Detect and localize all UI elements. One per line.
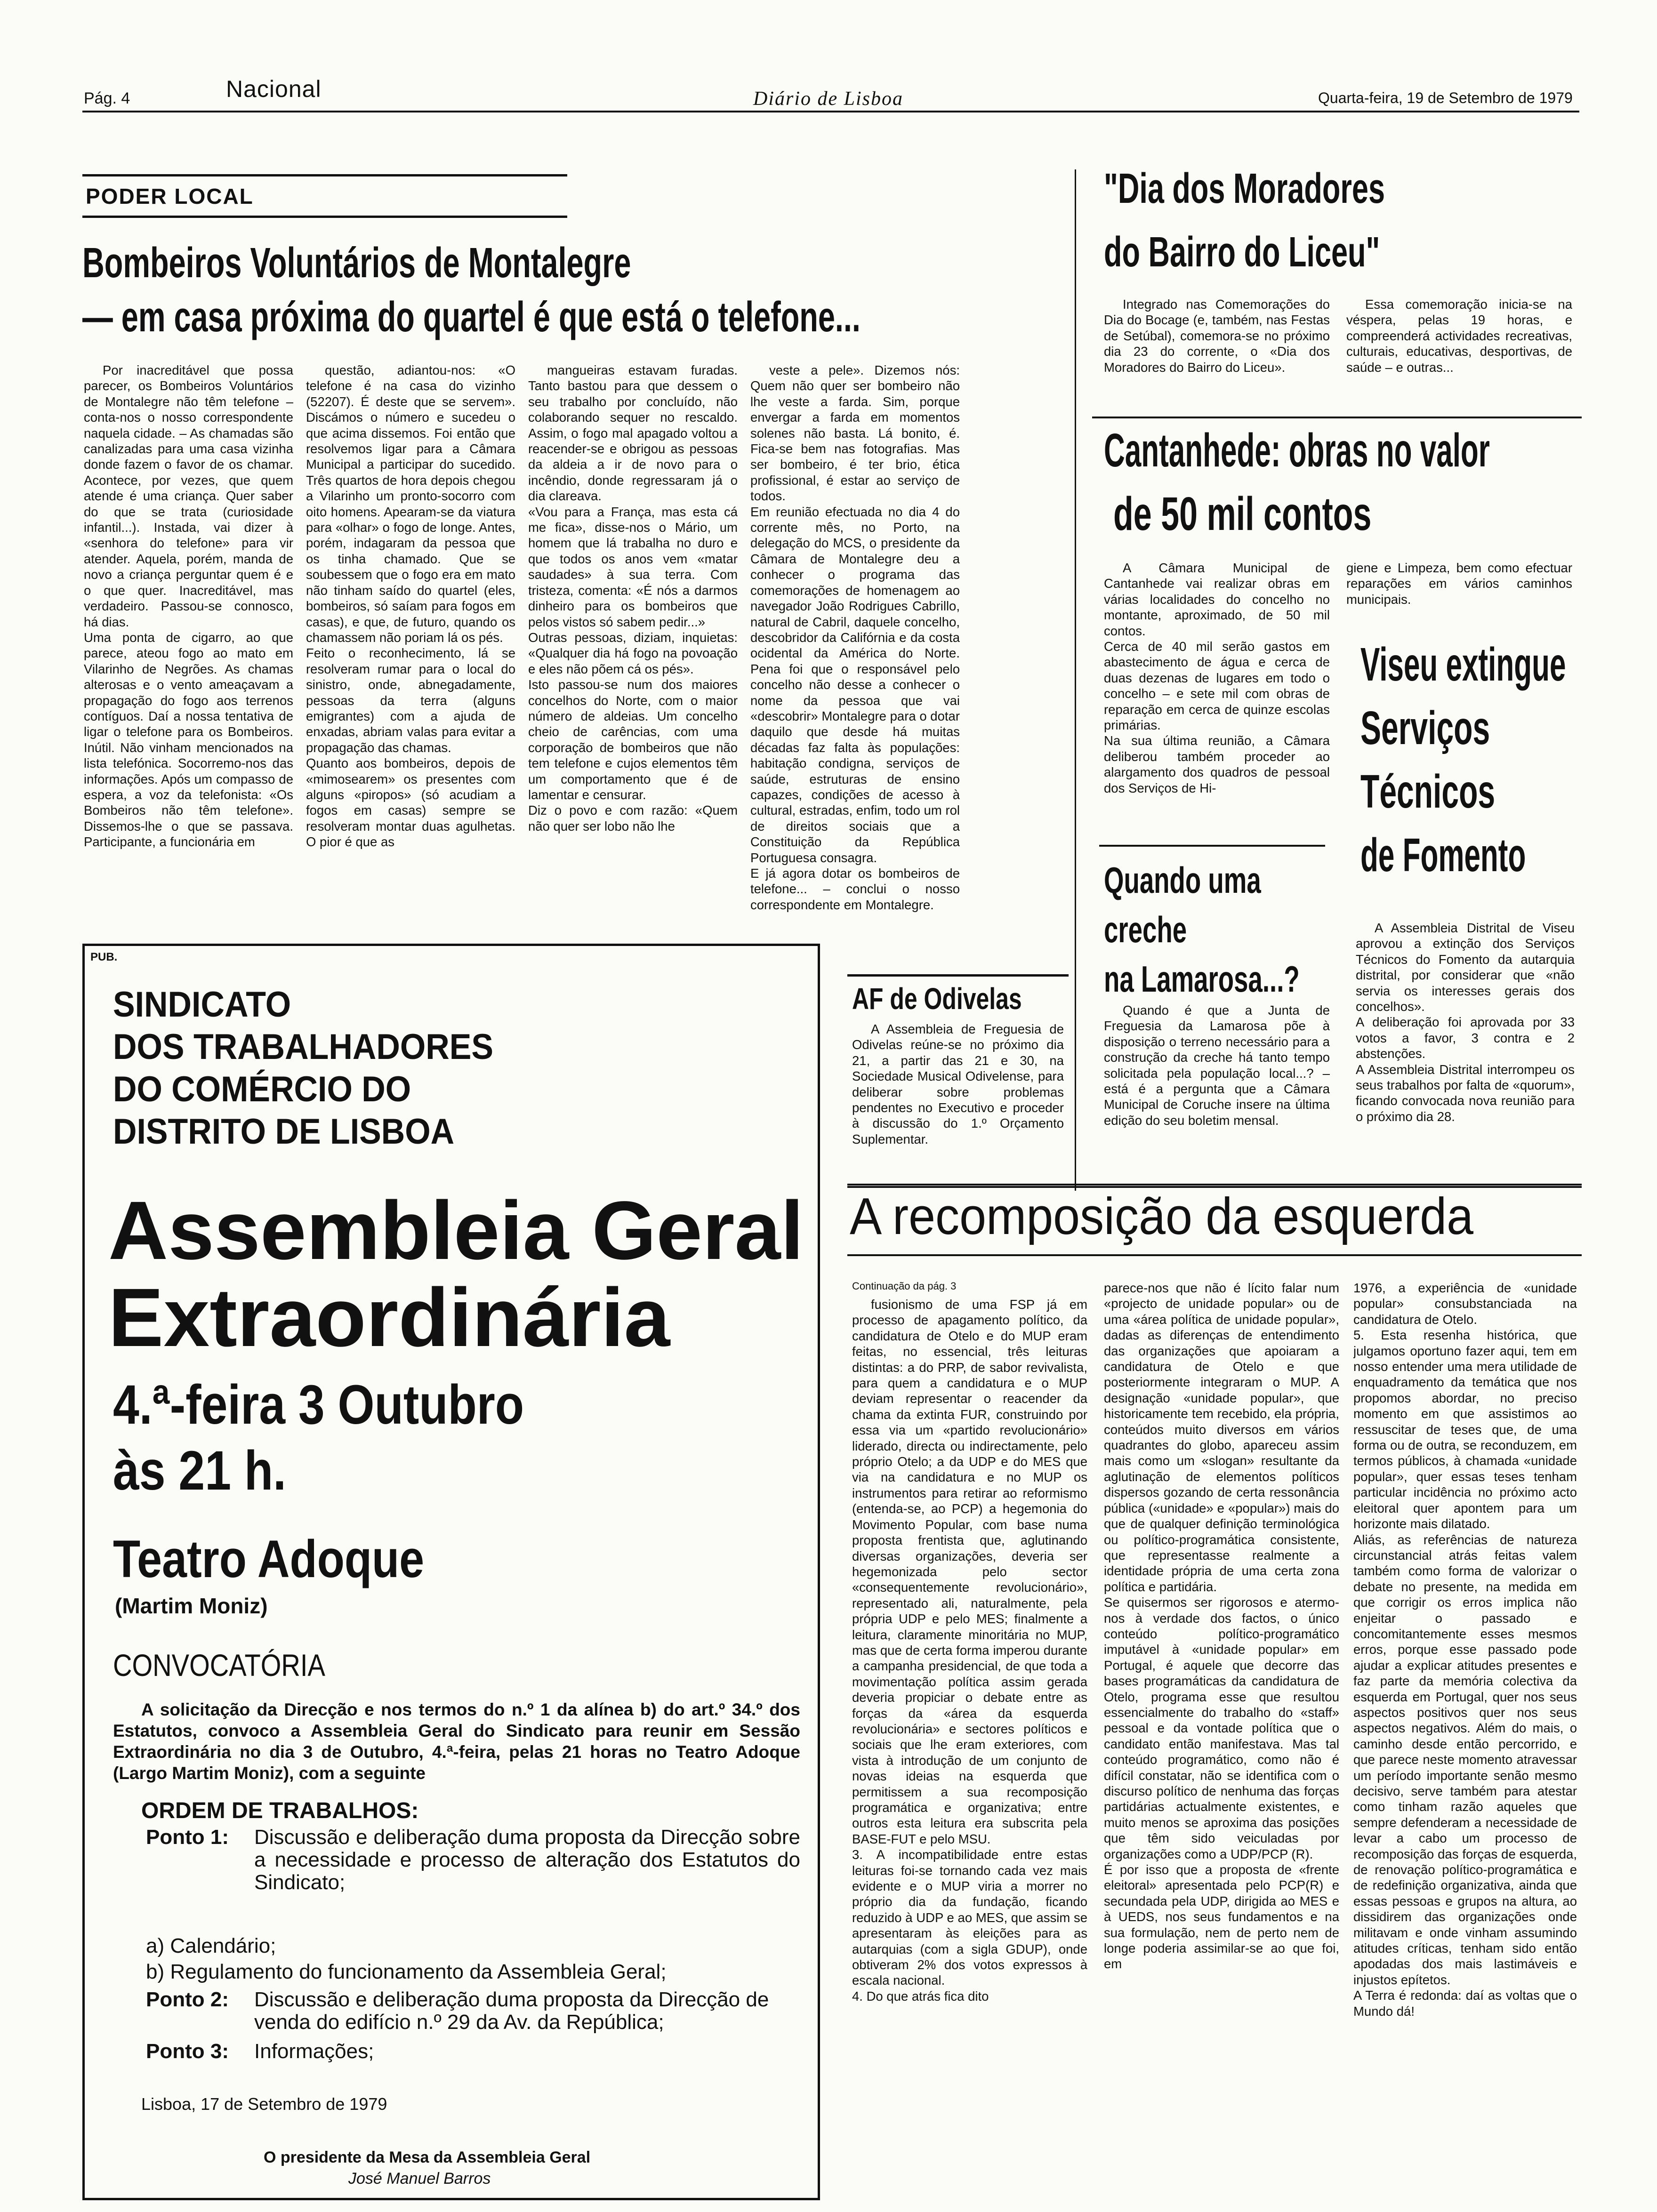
odivelas-body: A Assembleia de Freguesia de Odivelas reúne-se no próximo dia 21, a partir das 21 e 30, na Sociedade Musical Odivelense, para deliberar sobre problemas pendentes no Executivo e proceder à discussão do 1.º Orçamento Suplementar. bbox=[852, 1022, 1064, 1146]
ad-signoff: O presidente da Mesa da Assembleia Geral bbox=[264, 2148, 591, 2166]
moradores-headline-2: do Bairro do Liceu" bbox=[1104, 229, 1380, 276]
viseu-headline-3: Técnicos bbox=[1360, 765, 1496, 818]
ad-venue: Teatro Adoque bbox=[113, 1530, 425, 1588]
issue-date: Quarta-feira, 19 de Setembro de 1979 bbox=[1318, 89, 1573, 106]
moradores-col-1: Integrado nas Comemorações do Dia do Bocage (e, também, nas Festas de Setúbal), comemora-se no próximo dia 23 do corrente, o «Dia dos Moradores do Bairro do Liceu». bbox=[1104, 297, 1330, 375]
esquerda-continuation: Continuação da pág. 3 bbox=[852, 1280, 957, 1292]
ad-union-line-1: SINDICATO bbox=[113, 985, 291, 1025]
bombeiros-col-3: mangueiras estavam furadas. Tanto bastou para que dessem o seu trabalho por concluído, não colaborando sequer no rescaldo. Assim, o fogo mal apagado voltou a reacender-se e obrigou as pessoas da aldeia a ir de novo para o incêndio, donde regressaram já o dia clareava. «Vou para a França, mas esta cá me fica», disse-nos o Mário, um homem que lá trabalha no duro e que todos os anos vem «matar saudades» à sua terra. Com tristeza, comenta: «É nós a darmos dinheiro para os bombeiros que pelos vistos só sabem pedir...» Outras pessoas, diziam, inquietas: «Qualquer dia há fogo na povoação e eles não põem cá os pés». Isto passou-se num dos maiores concelhos do Norte, com o maior número de aldeias. Um concelho cheio de carências, com uma corporação de bombeiros que não tem telefone e cujos elementos têm um comportamento que é de lamentar e censurar. Diz o povo e com razão: «Quem não quer ser lobo não lhe bbox=[528, 363, 738, 834]
bombeiros-col-2: questão, adiantou-nos: «O telefone é na casa do vizinho (52207). É deste que se servem». Discámos o número e sucedeu o que acima dissemos. Foi então que resolvemos ligar para a Câmara Municipal a participar do sucedido. Três quartos de hora depois chegou a Vilarinho um pronto-socorro com oito homens. Apearam-se da viatura para «olhar» o fogo de longe. Antes, porém, indagaram da pessoa que os tinha chamado. Que se soubessem que o fogo era em mato não tinham saído do quartel (eles, bombeiros, só saíam para fogos em casas), e que, de futuro, quando os chamassem não poriam lá os pés. Feito o reconhecimento, lá se resolveram rumar para o local do sinistro, onde, abnegadamente, pessoas da terra (alguns emigrantes) com a ajuda de enxadas, abriam valas para evitar a propagação das chamas. Quanto aos bombeiros, depois de «mimosearem» os presentes com alguns «piropos» (só acudiam a fogos em casas) sempre se resolveram montar duas agulhetas. O pior é que as bbox=[306, 363, 515, 850]
viseu-headline-4: de Fomento bbox=[1360, 829, 1526, 882]
bombeiros-col-4: veste a pele». Dizemos nós: Quem não quer ser bombeiro não lhe veste a farda. Sim, porque envergar a farda em momentos solenes não basta. Lá bonito, é. Fica-se bem nas fotografias. Mas ser bombeiro, é ter brio, ética profissional, é estar ao serviço de todos. Em reunião efectuada no dia 4 do corrente mês, no Porto, na delegação do MCS, o presidente da Câmara de Montalegre deu a conhecer o programa das comemorações de homenagem ao navegador João Rodrigues Cabrillo, natural de Cabril, daquele concelho, descobridor da Califórnia e da costa ocidental da América do Norte. Pena foi que o responsável pelo concelho não desse a conhecer o nome da pessoa que vai «descobrir» Montalegre para o dotar daquilo que desde há muitas décadas faz falta às populações: habitação condigna, serviços de saúde, estruturas de ensino capazes, condições de acesso à cultural, estradas, enfim, todo um rol de direitos sociais que a Constituição da República Portuguesa consagra. E já agora dotar os bombeiros de telefone... – conclui o nosso correspondente em Montalegre. bbox=[750, 363, 960, 912]
ad-ordem: ORDEM DE TRABALHOS: bbox=[141, 1798, 419, 1823]
ad-ponto-2-label: Ponto 2: bbox=[146, 1988, 229, 2011]
ad-tag: PUB. bbox=[90, 951, 118, 963]
ad-union-line-4: DISTRITO DE LISBOA bbox=[113, 1112, 455, 1152]
creche-headline-2: creche bbox=[1104, 909, 1187, 950]
section-kicker: PODER LOCAL bbox=[86, 184, 254, 208]
page-number: Pág. 4 bbox=[84, 89, 130, 107]
esquerda-headline: A recomposição da esquerda bbox=[850, 1187, 1474, 1245]
viseu-headline-1: Viseu extingue bbox=[1360, 638, 1566, 691]
ad-item-a: a) Calendário; bbox=[146, 1934, 276, 1957]
esquerda-headline-rule bbox=[847, 1254, 1582, 1256]
ad-union-line-2: DOS TRABALHADORES bbox=[113, 1027, 493, 1067]
ad-ponto-3 bbox=[146, 2040, 800, 2063]
cantanhede-headline-2: de 50 mil contos bbox=[1113, 488, 1372, 540]
odivelas-headline: AF de Odivelas bbox=[852, 982, 1022, 1016]
moradores-headline-1: "Dia dos Moradores bbox=[1104, 165, 1385, 212]
ad-venue-sub: (Martim Moniz) bbox=[115, 1594, 268, 1618]
ad-date-2: às 21 h. bbox=[113, 1440, 286, 1502]
bombeiros-headline-2: — em casa próxima do quartel é que está o telefone... bbox=[82, 294, 861, 341]
viseu-body: A Assembleia Distrital de Viseu aprovou a extinção dos Serviços Técnicos do Fomento da autarquia distrital, por considerar que «não servia os interesses gerais dos concelhos». A deliberação foi aprovada por 33 votos a favor, 3 contra e 2 abstenções. A Assembleia Distrital interrompeu os seus trabalhos por falta de «quorum», ficando convocada nova reunião para o próximo dia 28. bbox=[1356, 921, 1575, 1124]
column-rule-right bbox=[1075, 169, 1076, 1191]
moradores-bottom-rule bbox=[1092, 417, 1582, 418]
esquerda-top-rule bbox=[847, 1184, 1582, 1186]
esquerda-col-2: parece-nos que não é lícito falar num «projecto de unidade popular» ou de uma «área política de unidade popular», dadas as diferenças de entendimento das organizações que apoiaram a candidatura de Otelo e que posteriormente integraram o MUP. A designação «unidade popular», que historicamente tem recebido, ela própria, conteúdos muito diversos em vários quadrantes do globo, apareceu assim mais como um «slogan» resultante da aglutinação de elementos políticos dispersos gozando de certa ressonância pública («unidade» e «popular») mais do que de qualquer definição terminológica ou político-programática consistente, que representasse realmente a identidade própria de uma certa zona política e partidária. Se quisermos ser rigorosos e atermo-nos à verdade dos factos, o único conteúdo político-programático imputável à «unidade popular» em Portugal, é aquele que decorre das bases programáticas da candidatura de Otelo, programa esse que resultou essencialmente do trabalho do «staff» pessoal e da vontade política que o candidato então manifestava. Mas tal conteúdo programático, como não é difícil constatar, não se identifica com o discurso político de nenhuma das forças partidárias actualmente existentes, e muito menos se aproxima das posições que têm sido veiculadas por organizações como a UDP/PCP (R). É por isso que a proposta de «frente eleitoral» apresentada pelo PCP(R) e secundada pela UDP, dirigida ao MES e à UEDS, nos seus fundamentos e na sua formulação, nem de perto nem de longe poderia assimilar-se ao que foi, em bbox=[1104, 1281, 1339, 1972]
creche-top-rule bbox=[1099, 845, 1325, 847]
esquerda-col-3: 1976, a experiência de «unidade popular» consubstanciada na candidatura de Otelo. 5. Esta resenha histórica, que julgamos oportuno fazer aqui, tem em nosso entender uma mera utilidade de enquadramento da temática que nos propomos abordar, no preciso momento em que assistimos ao ressuscitar de teses que, de uma forma ou de outra, se reconduzem, em termos públicos, à chamada «unidade popular», quer essas teses tenham particular incidência no próximo acto eleitoral quer apontem para um horizonte mais dilatado. Aliás, as referências de natureza circunstancial atrás feitas valem também como forma de valorizar o debate no presente, na medida em que corrigir os erros implica não enjeitar o passado e concomitantemente esses mesmos erros, porque esse passado pode ajudar a explicar atitudes presentes e faz parte da memória colectiva da esquerda em Portugal, quer nos seus aspectos positivos quer nos seus aspectos negativos. Além do mais, o caminho desde então percorrido, e que parece neste momento atravessar um período importante senão mesmo decisivo, serve também para atestar como tinham razão aqueles que sempre defenderam a necessidade de levar a cabo um processo de recomposição das forças de esquerda, de renovação político-programática e de redefinição organizativa, ainda que essas pessoas e grupos na altura, ao dissidirem das organizações onde militavam e onde vinham assumindo atitudes críticas, tenham sido então apodadas dos mais lastimáveis e injustos epítetos. A Terra é redonda: daí as voltas que o Mundo dá! bbox=[1353, 1281, 1577, 2019]
ad-ponto-3-label: Ponto 3: bbox=[146, 2040, 229, 2063]
ad-ponto-1-text: Discussão e deliberação duma proposta da Direcção sobre a necessidade e processo de alteração dos Estatutos do Sindicato; bbox=[254, 1826, 800, 1894]
bombeiros-col-1: Por inacreditável que possa parecer, os Bombeiros Voluntários de Montalegre não têm telefone – conta-nos o nosso correspondente naquela cidade. – As chamadas são canalizadas para uma casa vizinha donde fazem o favor de os chamar. Acontece, por vezes, que quem atende é uma criança. Quer saber do que se trata (curiosidade infantil...). Instada, vai dizer à «senhora do telefone» para vir atender. Aquela, porém, manda de novo a criança perguntar quem é e o que quer. Inacreditável, mas verdadeiro. Passou-se connosco, há dias. Uma ponta de cigarro, ao que parece, ateou fogo ao mato em Vilarinho de Negrões. As chamas alterosas e o vento ameaçavam a propagação do fogo aos terrenos contíguos. Daí a nossa tentativa de ligar o telefone para os Bombeiros. Inútil. Não vinham mencionados na lista telefónica. Socorremo-nos das informações. Após um compasso de espera, a voz da telefonista: «Os Bombeiros não têm telefone». Dissemos-lhe o que se passava. Participante, a funcionária em bbox=[84, 363, 293, 850]
ad-ponto-1 bbox=[146, 1826, 800, 1894]
ad-intro: A solicitação da Direcção e nos termos do n.º 1 da alínea b) do art.º 34.º dos Estatutos, convoco a Assembleia Geral do Sindicato para reunir em Sessão Extraordinária no dia 3 de Outubro, 4.ª-feira, pelas 21 horas no Teatro Adoque (Largo Martim Moniz), com a seguinte bbox=[113, 1700, 800, 1783]
viseu-headline-2: Serviços bbox=[1360, 702, 1490, 754]
ad-ponto-3-text: Informações; bbox=[254, 2040, 374, 2063]
bombeiros-headline-1: Bombeiros Voluntários de Montalegre bbox=[82, 240, 631, 287]
creche-body: Quando é que a Junta de Freguesia da Lamarosa põe à disposição o terreno necessário para a construção da creche há tanto tempo solicitada pela população local...? – está é a pergunta que a Câmara Municipal de Coruche insere na última edição do seu boletim mensal. bbox=[1104, 1003, 1330, 1128]
ad-date-1: 4.ª-feira 3 Outubro bbox=[113, 1374, 524, 1436]
ad-title-1: Assembleia Geral bbox=[108, 1185, 804, 1277]
odivelas-top-rule bbox=[847, 974, 1069, 977]
ad-union-line-3: DO COMÉRCIO DO bbox=[113, 1069, 411, 1109]
header-rule bbox=[82, 111, 1579, 112]
esquerda-col-1: fusionismo de uma FSP já em processo de apagamento político, da candidatura de Otelo e do MUP eram feitas, no essencial, três leituras distintas: a do PRP, de sabor revivalista, para quem a candidatura e o MUP deviam representar o reacender da chama da extinta FUR, construindo por essa via um «partido revolucionário» liderado, directa ou indirectamente, pelo próprio Otelo; a da UDP e do MES que via na candidatura e no MUP os instrumentos para retirar ao reformismo (entenda-se, ao PCP) a hegemonia do Movimento Popular, com base numa proposta frentista que, aglutinando diversas organizações, deveria ser hegemonizada pelo sector «consequentemente revolucionário», representado ali, naturalmente, pela própria UDP e pelo MES; finalmente a leitura, claramente minoritária no MUP, mas que de certa forma imperou durante a campanha presidencial, de que toda a movimentação política assim gerada deveria propiciar o debate entre as forças da «área da esquerda revolucionária» e sectores políticos e sociais que lhe eram exteriores, com vista à introdução de um conjunto de novas ideias na esquerda que permitissem a sua recomposição programática e organizativa; entre outros esta leitura era subscrita pela BASE-FUT e pelo MSU. 3. A incompatibilidade entre estas leituras foi-se tornando cada vez mais evidente e o MUP viria a morrer no próprio dia da fundação, ficando reduzido à UDP e ao MES, que assim se apresentaram às eleições para as autarquias (com a sigla GDUP), onde obtiveram 2% dos votos expressos à escala nacional. 4. Do que atrás fica dito bbox=[852, 1297, 1087, 2004]
ad-item-b: b) Regulamento do funcionamento da Assembleia Geral; bbox=[146, 1960, 667, 1983]
creche-headline-1: Quando uma bbox=[1104, 859, 1261, 901]
cantanhede-col-2: giene e Limpeza, bem como efectuar reparações em vários caminhos municipais. bbox=[1346, 561, 1572, 607]
cantanhede-col-1: A Câmara Municipal de Cantanhede vai realizar obras em várias localidades do concelho no montante, aproximado, de 50 mil contos. Cerca de 40 mil serão gastos em abastecimento de água e cerca de duas dezenas de lugares em todo o concelho – e sete mil com obras de reparação em cerca de quinze escolas primárias. Na sua última reunião, a Câmara deliberou também proceder ao alargamento dos quadros de pessoal dos Serviços de Hi- bbox=[1104, 561, 1330, 795]
creche-headline-3: na Lamarosa...? bbox=[1104, 958, 1300, 1000]
ad-convocatoria: CONVOCATÓRIA bbox=[113, 1648, 325, 1683]
ad-ponto-1-label: Ponto 1: bbox=[146, 1826, 229, 1849]
moradores-col-2: Essa comemoração inicia-se na véspera, pelas 19 horas, e compreenderá actividades recreativas, culturais, educativas, desportivas, de saúde – e outras... bbox=[1346, 297, 1572, 375]
ad-ponto-2 bbox=[146, 1988, 800, 2034]
cantanhede-headline-1: Cantanhede: obras no valor bbox=[1104, 424, 1490, 477]
section-name: Nacional bbox=[226, 76, 322, 102]
masthead: Diário de Lisboa bbox=[753, 88, 904, 110]
kicker-bottom-rule bbox=[82, 216, 567, 218]
ad-title-2: Extraordinária bbox=[108, 1272, 670, 1364]
kicker-top-rule bbox=[82, 174, 567, 176]
ad-place-date: Lisboa, 17 de Setembro de 1979 bbox=[141, 2094, 387, 2114]
ad-ponto-2-text: Discussão e deliberação duma proposta da Direcção de venda do edifício n.º 29 da Av. da República; bbox=[254, 1988, 769, 2034]
ad-signer: José Manuel Barros bbox=[348, 2170, 491, 2188]
